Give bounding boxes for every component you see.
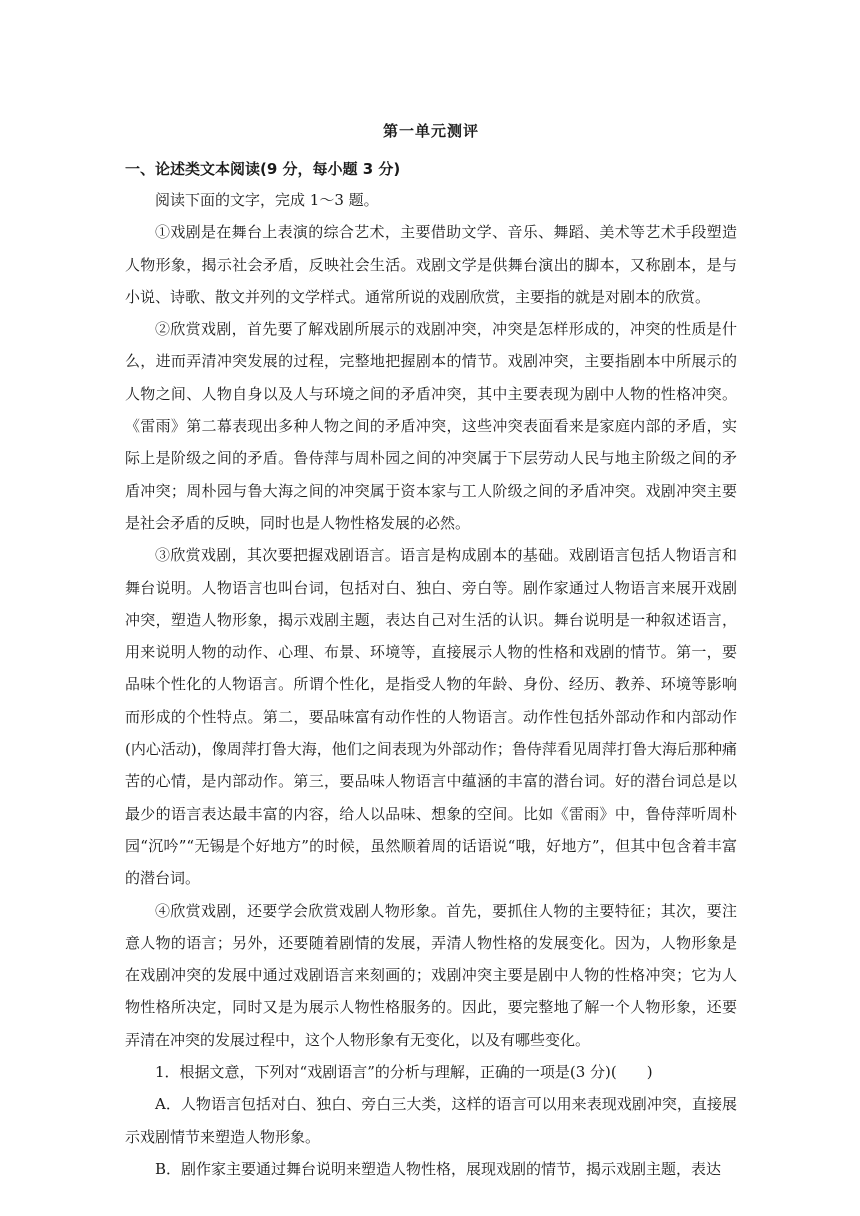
option-a: A．人物语言包括对白、独白、旁白三大类，这样的语言可以用来表现戏剧冲突，直接展示戏剧情节来塑造人物形象。 [125, 1095, 737, 1146]
document-page [125, 118, 737, 1185]
passage-paragraph-2: ②欣赏戏剧，首先要了解戏剧所展示的戏剧冲突，冲突是怎样形成的，冲突的性质是什么，进而弄清冲突发展的过程，完整地把握剧本的情节。戏剧冲突，主要指剧本中所展示的人物之间、人物自身以及人与环境之间的矛盾冲突，其中主要表现为剧中人物的性格冲突。《雷雨》第二幕表现出多种人物之间的矛盾冲突，这些冲突表面看来是家庭内部的矛盾，实际上是阶级之间的矛盾。鲁侍萍与周朴园之间的冲突属于下层劳动人民与地主阶级之间的矛盾冲突；周朴园与鲁大海之间的冲突属于资本家与工人阶级之间的矛盾冲突。戏剧冲突主要是社会矛盾的反映，同时也是人物性格发展的必然。 [125, 320, 737, 532]
question-stem: 1．根据文意，下列对“戏剧语言”的分析与理解，正确的一项是(3 分)( ) [155, 1063, 653, 1082]
page-title: 第一单元测评 [382, 122, 479, 140]
passage-paragraph-4: ④欣赏戏剧，还要学会欣赏戏剧人物形象。首先，要抓住人物的主要特征；其次，要注意人物的语言；另外，还要随着剧情的发展，弄清人物性格的发展变化。因为，人物形象是在戏剧冲突的发展中通过戏剧语言来刻画的；戏剧冲突主要是剧中人物的性格冲突；它为人物性格所决定，同时又是为展示人物性格服务的。因此，要完整地了解一个人物形象，还要弄清在冲突的发展过程中，这个人物形象有无变化，以及有哪些变化。 [125, 901, 737, 1049]
option-b: B．剧作家主要通过舞台说明来塑造人物性格，展现戏剧的情节，揭示戏剧主题，表达 [155, 1159, 722, 1178]
section-heading: 一、论述类文本阅读(9 分，每小题 3 分) [125, 160, 401, 178]
reading-instruction: 阅读下面的文字，完成 1～3 题。 [155, 191, 379, 209]
passage-paragraph-3: ③欣赏戏剧，其次要把握戏剧语言。语言是构成剧本的基础。戏剧语言包括人物语言和舞台说明。人物语言也叫台词，包括对白、独白、旁白等。剧作家通过人物语言来展开戏剧冲突，塑造人物形象，揭示戏剧主题，表达自己对生活的认识。舞台说明是一种叙述语言，用来说明人物的动作、心理、布景、环境等，直接展示人物的性格和戏剧的情节。第一，要品味个性化的人物语言。所谓个性化，是指受人物的年龄、身份、经历、教养、环境等影响而形成的个性特点。第二，要品味富有动作性的人物语言。动作性包括外部动作和内部动作(内心活动)，像周萍打鲁大海，他们之间表现为外部动作；鲁侍萍看见周萍打鲁大海后那种痛苦的心情，是内部动作。第三，要品味人物语言中蕴涵的丰富的潜台词。好的潜台词总是以最少的语言表达最丰富的内容，给人以品味、想象的空间。比如《雷雨》中，鲁侍萍听周朴园“沉吟”“无锡是个好地方”的时候，虽然顺着周的话语说“哦，好地方”，但其中包含着丰富的潜台词。 [125, 546, 737, 888]
passage-paragraph-1: ①戏剧是在舞台上表演的综合艺术，主要借助文学、音乐、舞蹈、美术等艺术手段塑造人物形象，揭示社会矛盾，反映社会生活。戏剧文学是供舞台演出的脚本，又称剧本，是与小说、诗歌、散文并列的文学样式。通常所说的戏剧欣赏，主要指的就是对剧本的欣赏。 [125, 223, 737, 306]
